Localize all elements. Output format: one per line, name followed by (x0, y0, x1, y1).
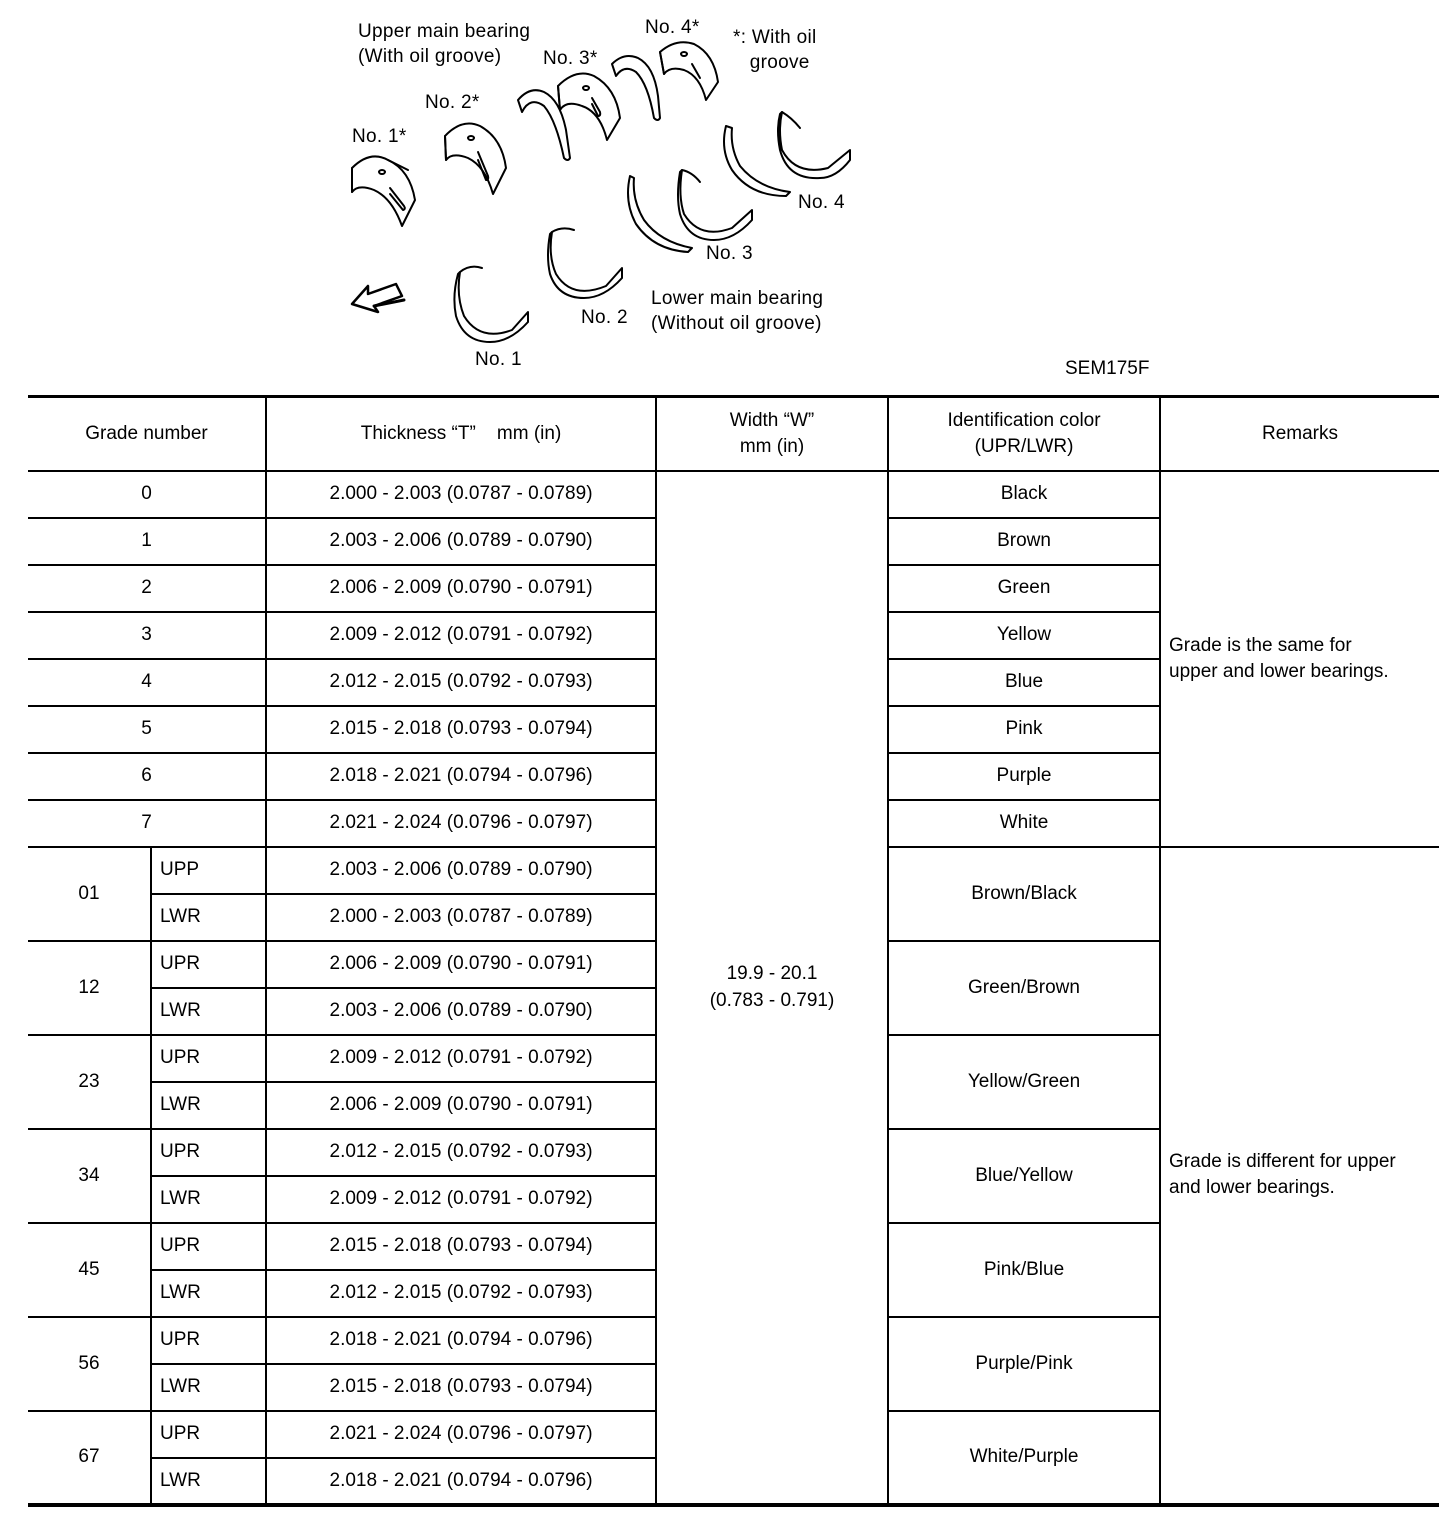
upper-label-cell: UPR (151, 1129, 266, 1176)
header-color: Identification color (UPR/LWR) (888, 397, 1160, 471)
thickness-cell: 2.021 - 2.024 (0.0796 - 0.0797) (266, 1411, 656, 1458)
color-cell: White (888, 800, 1160, 847)
thickness-cell: 2.006 - 2.009 (0.0790 - 0.0791) (266, 941, 656, 988)
label-no2-upper: No. 2* (425, 92, 480, 113)
grade-cell: 5 (28, 706, 266, 753)
label-no3-lower: No. 3 (706, 243, 753, 264)
lower-bearing-label: Lower main bearing (Without oil groove) (651, 288, 824, 334)
color-cell: Yellow (888, 612, 1160, 659)
grade-cell: 34 (28, 1129, 151, 1223)
grade-cell: 4 (28, 659, 266, 706)
color-cell: Purple/Pink (888, 1317, 1160, 1411)
thickness-cell: 2.009 - 2.012 (0.0791 - 0.0792) (266, 1035, 656, 1082)
thickness-cell: 2.006 - 2.009 (0.0790 - 0.0791) (266, 1082, 656, 1129)
figure-code: SEM175F (1065, 358, 1150, 379)
upper-label-cell: UPR (151, 1035, 266, 1082)
color-cell: Green/Brown (888, 941, 1160, 1035)
lower-bearing-no1-icon (454, 267, 528, 342)
lower-bearing-no4-icon (778, 112, 850, 178)
grade-cell: 56 (28, 1317, 151, 1411)
upper-bearing-no3-icon (558, 74, 620, 140)
color-cell: Blue/Yellow (888, 1129, 1160, 1223)
thickness-cell: 2.021 - 2.024 (0.0796 - 0.0797) (266, 800, 656, 847)
lower-label-cell: LWR (151, 1176, 266, 1223)
thickness-cell: 2.012 - 2.015 (0.0792 - 0.0793) (266, 1270, 656, 1317)
label-no1-upper: No. 1* (352, 126, 407, 147)
color-cell: Pink (888, 706, 1160, 753)
grade-cell: 2 (28, 565, 266, 612)
lower-label-cell: LWR (151, 988, 266, 1035)
thickness-cell: 2.000 - 2.003 (0.0787 - 0.0789) (266, 471, 656, 518)
thickness-cell: 2.015 - 2.018 (0.0793 - 0.0794) (266, 1364, 656, 1411)
color-cell: Pink/Blue (888, 1223, 1160, 1317)
grade-cell: 67 (28, 1411, 151, 1505)
label-no3-upper: No. 3* (543, 48, 598, 69)
color-cell: Yellow/Green (888, 1035, 1160, 1129)
grade-cell: 23 (28, 1035, 151, 1129)
upper-label-cell: UPR (151, 1223, 266, 1270)
lower-label-cell: LWR (151, 894, 266, 941)
grade-cell: 12 (28, 941, 151, 1035)
thickness-cell: 2.009 - 2.012 (0.0791 - 0.0792) (266, 612, 656, 659)
label-no4-lower: No. 4 (798, 192, 845, 213)
width-cell: 19.9 - 20.1 (0.783 - 0.791) (656, 471, 888, 1505)
thickness-cell: 2.003 - 2.006 (0.0789 - 0.0790) (266, 988, 656, 1035)
lower-label-cell: LWR (151, 1364, 266, 1411)
thickness-cell: 2.009 - 2.012 (0.0791 - 0.0792) (266, 1176, 656, 1223)
label-no4-upper: No. 4* (645, 17, 700, 38)
thickness-cell: 2.015 - 2.018 (0.0793 - 0.0794) (266, 706, 656, 753)
lower-label-cell: LWR (151, 1082, 266, 1129)
header-grade: Grade number (28, 397, 266, 471)
upper-label-cell: UPR (151, 1317, 266, 1364)
upper-label-cell: UPP (151, 847, 266, 894)
color-cell: Brown/Black (888, 847, 1160, 941)
upper-bearing-no4-icon (660, 42, 718, 100)
thrust-shell-lower-2-icon (628, 176, 692, 252)
thickness-cell: 2.012 - 2.015 (0.0792 - 0.0793) (266, 1129, 656, 1176)
lower-label-cell: LWR (151, 1270, 266, 1317)
table-row (28, 471, 1439, 518)
label-no1-lower: No. 1 (475, 349, 522, 370)
grade-cell: 0 (28, 471, 266, 518)
upper-bearing-label: Upper main bearing (With oil groove) (358, 21, 531, 67)
front-direction-arrow-icon (352, 284, 404, 312)
header-width: Width “W” mm (in) (656, 397, 888, 471)
grade-cell: 01 (28, 847, 151, 941)
color-cell: White/Purple (888, 1411, 1160, 1505)
thickness-cell: 2.006 - 2.009 (0.0790 - 0.0791) (266, 565, 656, 612)
lower-bearing-no2-icon (548, 228, 622, 298)
color-cell: Green (888, 565, 1160, 612)
grade-cell: 3 (28, 612, 266, 659)
upper-label-cell: UPR (151, 941, 266, 988)
grade-cell: 45 (28, 1223, 151, 1317)
header-remarks: Remarks (1160, 397, 1439, 471)
color-cell: Purple (888, 753, 1160, 800)
remarks-same-cell: Grade is the same for upper and lower bearings. (1160, 471, 1439, 847)
header-thickness: Thickness “T” mm (in) (266, 397, 656, 471)
grade-cell: 6 (28, 753, 266, 800)
thickness-cell: 2.000 - 2.003 (0.0787 - 0.0789) (266, 894, 656, 941)
thickness-cell: 2.018 - 2.021 (0.0794 - 0.0796) (266, 1317, 656, 1364)
thickness-cell: 2.015 - 2.018 (0.0793 - 0.0794) (266, 1223, 656, 1270)
thickness-cell: 2.003 - 2.006 (0.0789 - 0.0790) (266, 518, 656, 565)
thickness-cell: 2.012 - 2.015 (0.0792 - 0.0793) (266, 659, 656, 706)
thickness-cell: 2.018 - 2.021 (0.0794 - 0.0796) (266, 753, 656, 800)
color-cell: Black (888, 471, 1160, 518)
thickness-cell: 2.018 - 2.021 (0.0794 - 0.0796) (266, 1458, 656, 1505)
thrust-shell-upper-icon (518, 90, 570, 160)
upper-bearing-no1-icon (352, 156, 415, 226)
bearing-grade-table (28, 395, 1439, 1507)
upper-label-cell: UPR (151, 1411, 266, 1458)
color-cell: Brown (888, 518, 1160, 565)
thickness-cell: 2.003 - 2.006 (0.0789 - 0.0790) (266, 847, 656, 894)
color-cell: Blue (888, 659, 1160, 706)
label-no2-lower: No. 2 (581, 307, 628, 328)
grade-cell: 1 (28, 518, 266, 565)
remarks-diff-cell: Grade is different for upper and lower bearings. (1160, 847, 1439, 1505)
oil-groove-note: *: With oil groove (733, 27, 817, 73)
bearing-diagram (330, 0, 870, 375)
grade-cell: 7 (28, 800, 266, 847)
lower-label-cell: LWR (151, 1458, 266, 1505)
table-header-row (28, 397, 1439, 471)
upper-bearing-no2-icon (445, 124, 506, 194)
